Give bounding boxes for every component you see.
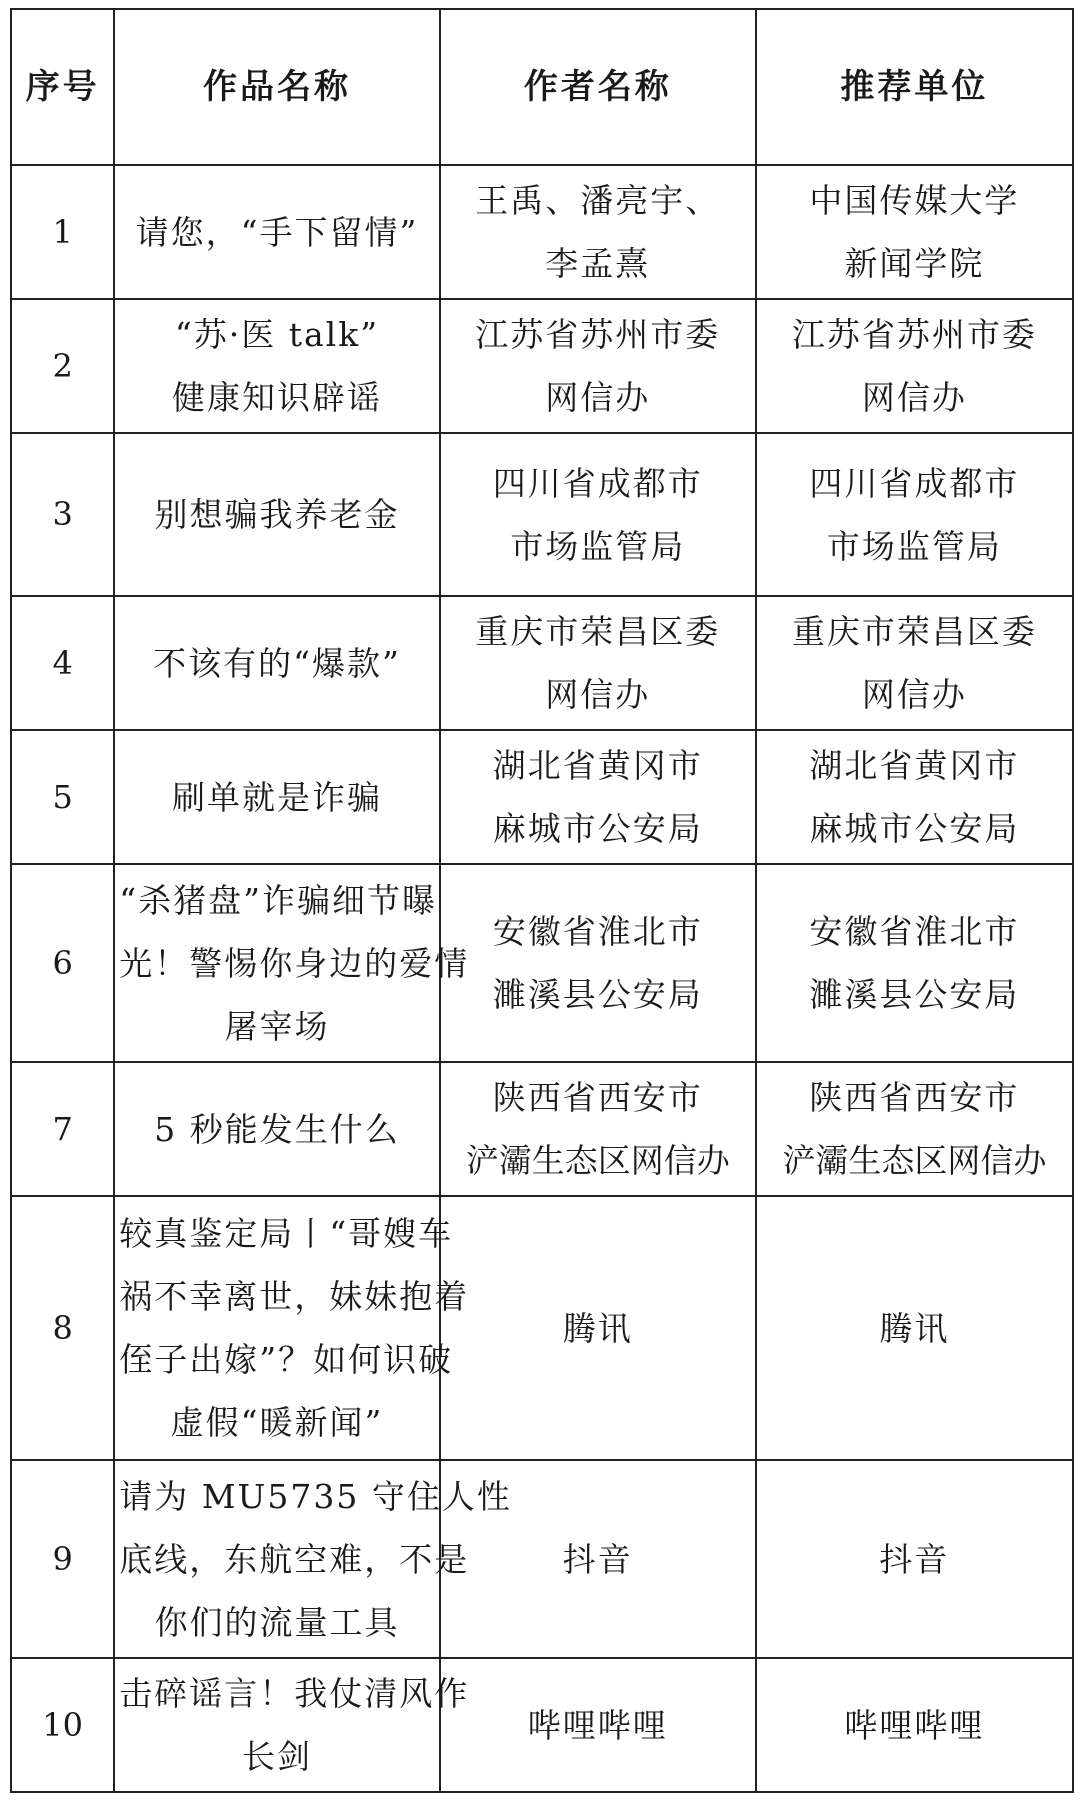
author-line: 浐灞生态区网信办 bbox=[465, 1141, 730, 1180]
title-line: 较真鉴定局丨“哥嫂车 bbox=[119, 1214, 454, 1253]
row-unit bbox=[756, 1460, 1073, 1658]
author-line: 王禹、潘亮宇、 bbox=[475, 181, 721, 220]
unit-line: 市场监管局 bbox=[826, 526, 1002, 566]
unit-line: 腾讯 bbox=[879, 1308, 950, 1348]
author-line: 市场监管局 bbox=[510, 526, 686, 566]
row-title bbox=[114, 1460, 512, 1658]
title-line: 刷单就是诈骗 bbox=[172, 777, 382, 817]
title-line: 别想骗我养老金 bbox=[154, 495, 400, 534]
row-unit bbox=[756, 299, 1073, 433]
author-line: 濉溪县公安局 bbox=[492, 975, 703, 1014]
title-line: 你们的流量工具 bbox=[154, 1602, 400, 1642]
unit-line: 浐灞生态区网信办 bbox=[782, 1141, 1047, 1180]
header-unit: 推荐单位 bbox=[756, 9, 1073, 165]
title-line: 请为 MU5735 守住人性 bbox=[119, 1476, 512, 1516]
author-line: 四川省成都市 bbox=[492, 463, 703, 503]
title-line: 底线，东航空难，不是 bbox=[119, 1539, 470, 1579]
row-title bbox=[114, 596, 439, 730]
row-unit bbox=[756, 165, 1073, 299]
row-no: 2 bbox=[11, 299, 114, 433]
row-author bbox=[440, 433, 756, 596]
unit-line: 中国传媒大学 bbox=[809, 181, 1020, 220]
author-line: 陕西省西安市 bbox=[492, 1078, 703, 1117]
title-line: 健康知识辟谣 bbox=[172, 378, 382, 417]
table-row bbox=[11, 596, 1073, 730]
table-row bbox=[11, 1196, 1073, 1460]
author-line: 江苏省苏州市委 bbox=[475, 315, 721, 354]
table-row bbox=[11, 299, 1073, 433]
row-title bbox=[114, 864, 470, 1062]
table-row bbox=[11, 1658, 1073, 1792]
unit-line: 江苏省苏州市委 bbox=[791, 315, 1037, 354]
author-line: 腾讯 bbox=[562, 1308, 633, 1348]
row-no: 7 bbox=[11, 1062, 114, 1196]
row-title bbox=[114, 165, 439, 299]
row-author bbox=[440, 730, 756, 864]
unit-line: 网信办 bbox=[861, 378, 967, 417]
row-title bbox=[114, 1062, 439, 1196]
row-author bbox=[440, 165, 756, 299]
row-title bbox=[114, 433, 439, 596]
works-table bbox=[10, 8, 1074, 1793]
author-line: 麻城市公安局 bbox=[492, 809, 703, 848]
row-no: 3 bbox=[11, 433, 114, 596]
header-no: 序号 bbox=[11, 9, 114, 165]
row-title bbox=[114, 1196, 470, 1460]
author-line: 湖北省黄冈市 bbox=[492, 746, 703, 785]
title-line: 屠宰场 bbox=[224, 1006, 330, 1046]
unit-line: 新闻学院 bbox=[844, 244, 985, 283]
title-line: 长剑 bbox=[242, 1737, 312, 1776]
row-no: 6 bbox=[11, 864, 114, 1062]
unit-line: 安徽省淮北市 bbox=[809, 912, 1020, 951]
row-author bbox=[440, 1196, 756, 1460]
row-no: 4 bbox=[11, 596, 114, 730]
row-no: 5 bbox=[11, 730, 114, 864]
row-author bbox=[440, 1062, 756, 1196]
table-row bbox=[11, 165, 1073, 299]
author-line: 李孟熹 bbox=[545, 244, 651, 283]
title-line: 请您，“手下留情” bbox=[135, 212, 419, 252]
table-row bbox=[11, 1460, 1073, 1658]
row-unit bbox=[756, 864, 1073, 1062]
row-unit bbox=[756, 1658, 1073, 1792]
row-author bbox=[440, 596, 756, 730]
row-no: 8 bbox=[11, 1196, 114, 1460]
table-row bbox=[11, 1062, 1073, 1196]
row-title bbox=[114, 730, 439, 864]
header-row bbox=[11, 9, 1073, 165]
unit-line: 麻城市公安局 bbox=[809, 809, 1020, 848]
title-line: 不该有的“爆款” bbox=[153, 643, 401, 683]
row-unit bbox=[756, 596, 1073, 730]
title-line: 祸不幸离世，妹妹抱着 bbox=[119, 1277, 470, 1316]
header-title: 作品名称 bbox=[114, 9, 439, 165]
author-line: 网信办 bbox=[545, 378, 651, 417]
title-line: 侄子出嫁”？如何识破 bbox=[119, 1340, 454, 1379]
author-line: 网信办 bbox=[545, 675, 651, 714]
title-line: “杀猪盘”诈骗细节曝 bbox=[119, 880, 438, 920]
unit-line: 重庆市荣昌区委 bbox=[791, 612, 1037, 651]
table-row bbox=[11, 864, 1073, 1062]
unit-line: 四川省成都市 bbox=[809, 463, 1020, 503]
title-line: 5 秒能发生什么 bbox=[154, 1109, 400, 1149]
row-no: 10 bbox=[11, 1658, 114, 1792]
author-line: 抖音 bbox=[562, 1539, 633, 1579]
unit-line: 湖北省黄冈市 bbox=[809, 746, 1020, 785]
author-line: 安徽省淮北市 bbox=[492, 912, 703, 951]
row-author bbox=[440, 299, 756, 433]
row-title bbox=[114, 1658, 470, 1792]
unit-line: 陕西省西安市 bbox=[809, 1078, 1020, 1117]
row-unit bbox=[756, 1196, 1073, 1460]
row-author bbox=[440, 1658, 756, 1792]
row-unit bbox=[756, 1062, 1073, 1196]
unit-line: 抖音 bbox=[879, 1539, 950, 1579]
author-line: 哔哩哔哩 bbox=[527, 1705, 668, 1745]
unit-line: 网信办 bbox=[861, 675, 967, 714]
header-author: 作者名称 bbox=[440, 9, 756, 165]
table-row bbox=[11, 433, 1073, 596]
title-line: 虚假“暖新闻” bbox=[170, 1403, 384, 1442]
row-no: 9 bbox=[11, 1460, 114, 1658]
title-line: 光！警惕你身边的爱情 bbox=[119, 943, 470, 983]
row-no: 1 bbox=[11, 165, 114, 299]
unit-line: 濉溪县公安局 bbox=[809, 975, 1020, 1014]
title-line: 击碎谣言！我仗清风作 bbox=[119, 1674, 470, 1713]
row-title bbox=[114, 299, 439, 433]
table-row bbox=[11, 730, 1073, 864]
row-unit bbox=[756, 433, 1073, 596]
row-author bbox=[440, 864, 756, 1062]
row-unit bbox=[756, 730, 1073, 864]
title-line: “苏·医 talk” bbox=[174, 315, 380, 354]
unit-line: 哔哩哔哩 bbox=[844, 1705, 985, 1745]
author-line: 重庆市荣昌区委 bbox=[475, 612, 721, 651]
